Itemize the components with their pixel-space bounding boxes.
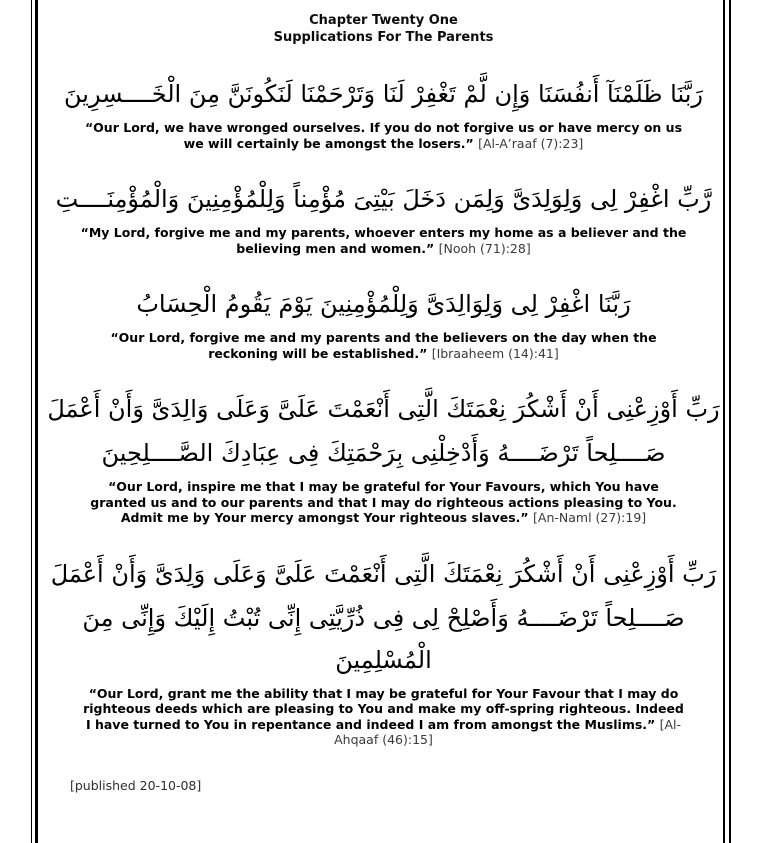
supplication-section-5 — [40, 553, 727, 748]
document-content — [40, 0, 727, 793]
translation-text: “Our Lord, inspire me that I may be grateful for Your Favours, which You have granted us and to our parents and that I may do righteous actions pleasing to You. Admit me by Your mercy amongst Your righteous slaves.” — [90, 479, 677, 525]
arabic-verse-line: صَــــلِحاً تَرْضَــــهُ وَأَدْخِلْنِى بِرَحْمَتِكَ فِى عِبَادِكَ الصَّــــلِحِينَ — [101, 439, 666, 467]
translation-paragraph — [80, 225, 688, 256]
arabic-verse-line: رَبِّ أَوْزِعْنِى أَنْ أَشْكُرَ نِعْمَتَكَ الَّتِى أَنْعَمْتَ عَلَىَّ وَعَلَى وَالِدَىَّ وَأَنْ أَعْمَلَ — [47, 395, 720, 423]
page-border-right-outer — [729, 0, 731, 843]
arabic-verse-line: رَّبِّ اغْفِرْ لِى وَلِوَلِدَىَّ وَلِمَن دَخَلَ بَيْتِىَ مُؤْمِناً وَلِلْمُؤْمِنِينَ وَالْمُؤْمِنَــــتِ — [55, 185, 712, 213]
verse-reference: [Al-Ahqaaf (46):15] — [334, 716, 682, 747]
translation-text: “My Lord, forgive me and my parents, whoever enters my home as a believer and the believing men and women.” — [80, 225, 687, 256]
translation-text: “Our Lord, grant me the ability that I may be grateful for Your Favour that I may do righteous deeds which are pleasing to You and make my off-spring righteous. Indeed I have turned to You in repentance and indeed I am from amongst the Muslims.” — [83, 685, 684, 732]
page-border-left-outer — [31, 0, 32, 843]
chapter-title-line1: Chapter Twenty One — [309, 13, 458, 28]
translation-text: “Our Lord, forgive me and my parents and the believers on the day when the reckoning will be established.” — [110, 330, 657, 361]
translation-paragraph — [80, 686, 688, 748]
chapter-title-line2: Supplications For The Parents — [273, 30, 494, 45]
supplication-section-3 — [40, 283, 727, 361]
arabic-verse-line: رَبَّنَا ظَلَمْنَآ أَنفُسَنَا وَإِن لَّمْ تَغْفِرْ لَنَا وَتَرْحَمْنَا لَنَكُونَنَّ مِنَ الْخَــــسِرِينَ — [64, 80, 703, 108]
verse-reference: [Al-A’raaf (7):23] — [478, 135, 584, 151]
arabic-verse-line: صَــــلِحاً تَرْضَــــهُ وَأَصْلِحْ لِى فِى ذُرِّيَّتِى إِنِّى تُبْتُ إِلَيْكَ وَإِنِّى مِنَ الْمُسْلِمِينَ — [82, 603, 685, 674]
verse-reference: [Nooh (71):28] — [438, 240, 531, 256]
arabic-verse-line: رَبِّ أَوْزِعْنِى أَنْ أَشْكُرَ نِعْمَتَكَ الَّتِى أَنْعَمْتَ عَلَىَّ وَعَلَى وَلِدَىَّ وَأَنْ أَعْمَلَ — [50, 559, 717, 588]
arabic-verse-line: رَبَّنَا اغْفِرْ لِى وَلِوَالِدَىَّ وَلِلْمُؤْمِنِينَ يَوْمَ يَقُومُ الْحِسَابُ — [136, 290, 631, 318]
verse-reference: [An-Naml (27):19] — [533, 510, 647, 525]
translation-paragraph — [80, 479, 688, 526]
translation-paragraph — [80, 330, 688, 361]
translation-text: “Our Lord, we have wronged ourselves. If you do not forgive us or have mercy on us we will certainly be amongst the losers.” — [84, 120, 683, 151]
chapter-title — [40, 12, 727, 46]
verse-reference: [Ibraaheem (14):41] — [431, 345, 559, 361]
supplication-section-1 — [40, 73, 727, 151]
published-note: [published 20-10-08] — [70, 777, 202, 793]
supplication-section-4 — [40, 388, 727, 526]
translation-paragraph — [80, 120, 688, 151]
page-border-left-inner — [35, 0, 38, 843]
supplication-section-2 — [40, 178, 727, 256]
